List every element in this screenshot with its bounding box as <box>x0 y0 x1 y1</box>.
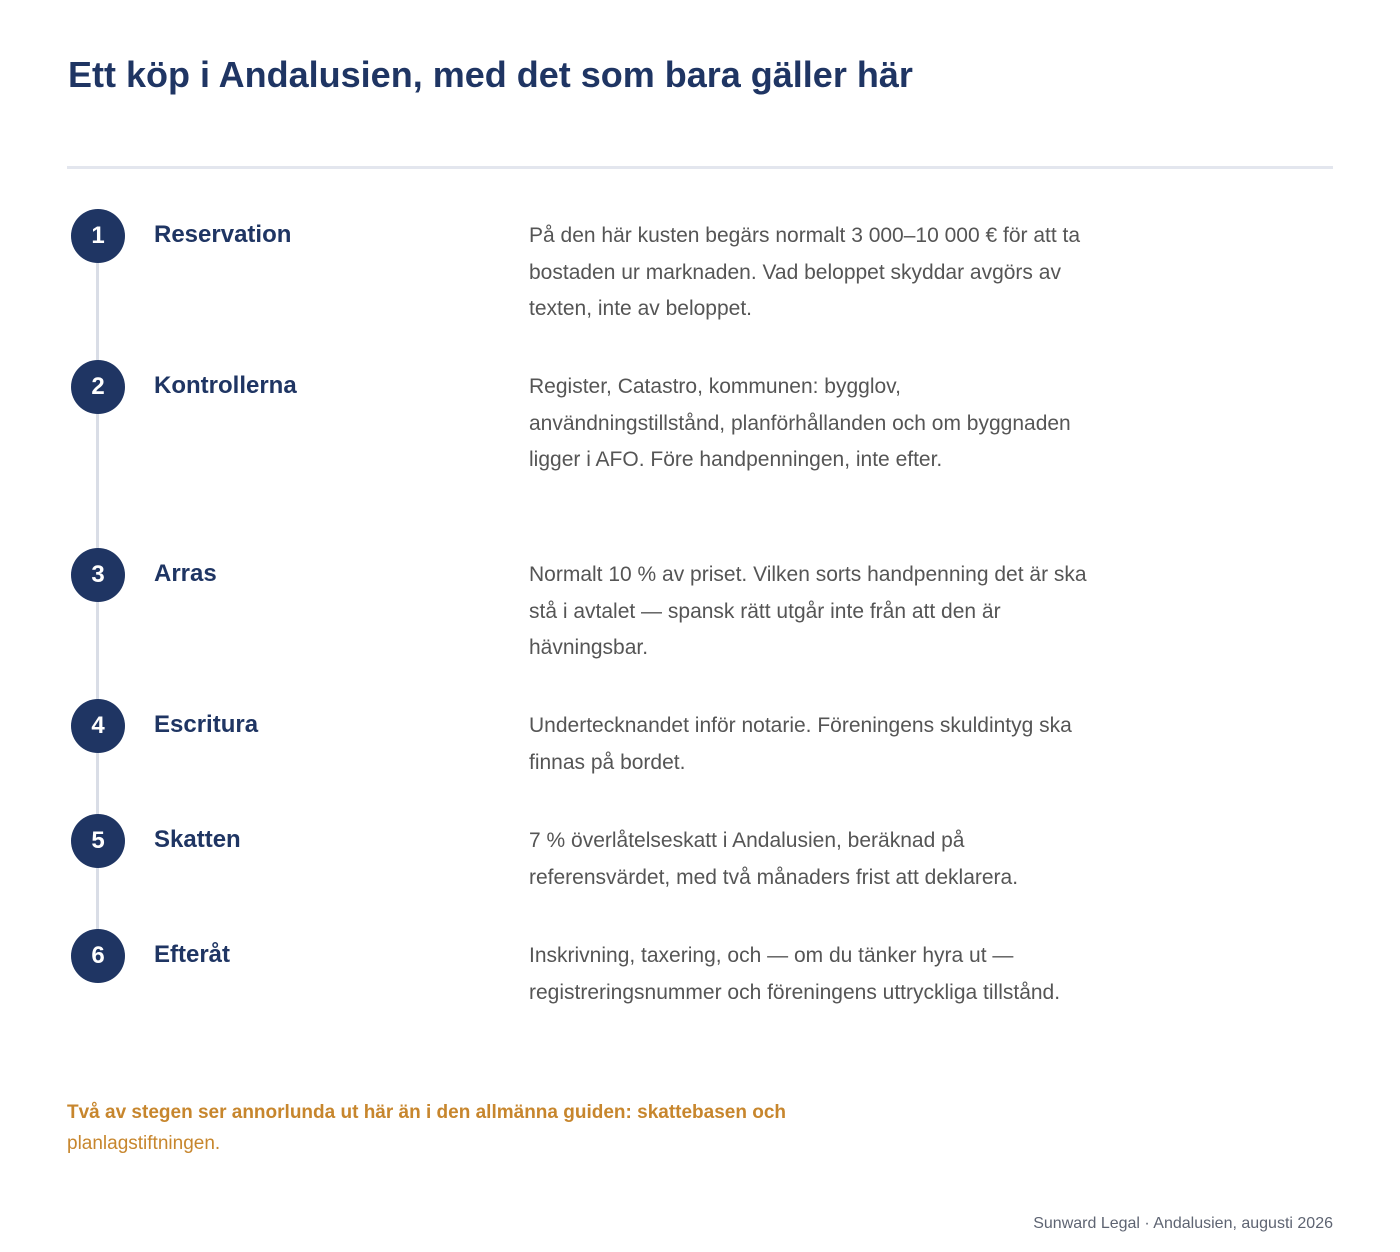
step-title: Reservation <box>154 221 292 248</box>
step-description: På den här kusten begärs normalt 3 000–10 000 € för att ta bostaden ur marknaden. Vad beloppet skyddar avgörs av texten, inte av beloppet. <box>529 224 1081 320</box>
step-description: Undertecknandet inför notarie. Föreningens skuldintyg ska finnas på bordet. <box>529 714 1072 774</box>
process-page <box>67 0 1333 1252</box>
page-title: Ett köp i Andalusien, med det som bara gäller här <box>68 54 913 95</box>
callout-note-regular: planlagstiftningen. <box>67 1133 221 1154</box>
step-description: Normalt 10 % av priset. Vilken sorts handpenning det är ska stå i avtalet — spansk rätt utgår inte från att den är hävningsbar. <box>529 563 1087 659</box>
step-title: Escritura <box>154 711 259 738</box>
footer-credit: Sunward Legal · Andalusien, augusti 2026 <box>1033 1215 1333 1232</box>
step-title: Efteråt <box>154 941 231 968</box>
step-number-badge: 6 <box>71 929 125 983</box>
step-description: Register, Catastro, kommunen: bygglov, användningstillstånd, planförhållanden och om byggnaden ligger i AFO. Före handpenningen, inte efter. <box>529 375 1071 471</box>
step-title: Kontrollerna <box>154 372 297 399</box>
step-title: Skatten <box>154 826 241 853</box>
step-title: Arras <box>154 560 217 587</box>
step-number-badge: 4 <box>71 699 125 753</box>
callout-note <box>67 1097 887 1159</box>
step-description: 7 % överlåtelseskatt i Andalusien, beräknad på referensvärdet, med två månaders frist att deklarera. <box>529 829 1019 889</box>
callout-note-bold: Två av stegen ser annorlunda ut här än i den allmänna guiden: skattebasen och <box>67 1102 787 1123</box>
step-description: Inskrivning, taxering, och — om du tänker hyra ut — registreringsnummer och föreningens uttryckliga tillstånd. <box>529 944 1061 1004</box>
title-divider <box>67 166 1333 169</box>
step-number-badge: 2 <box>71 360 125 414</box>
step-number-badge: 1 <box>71 209 125 263</box>
step-number-badge: 3 <box>71 548 125 602</box>
step-number-badge: 5 <box>71 814 125 868</box>
